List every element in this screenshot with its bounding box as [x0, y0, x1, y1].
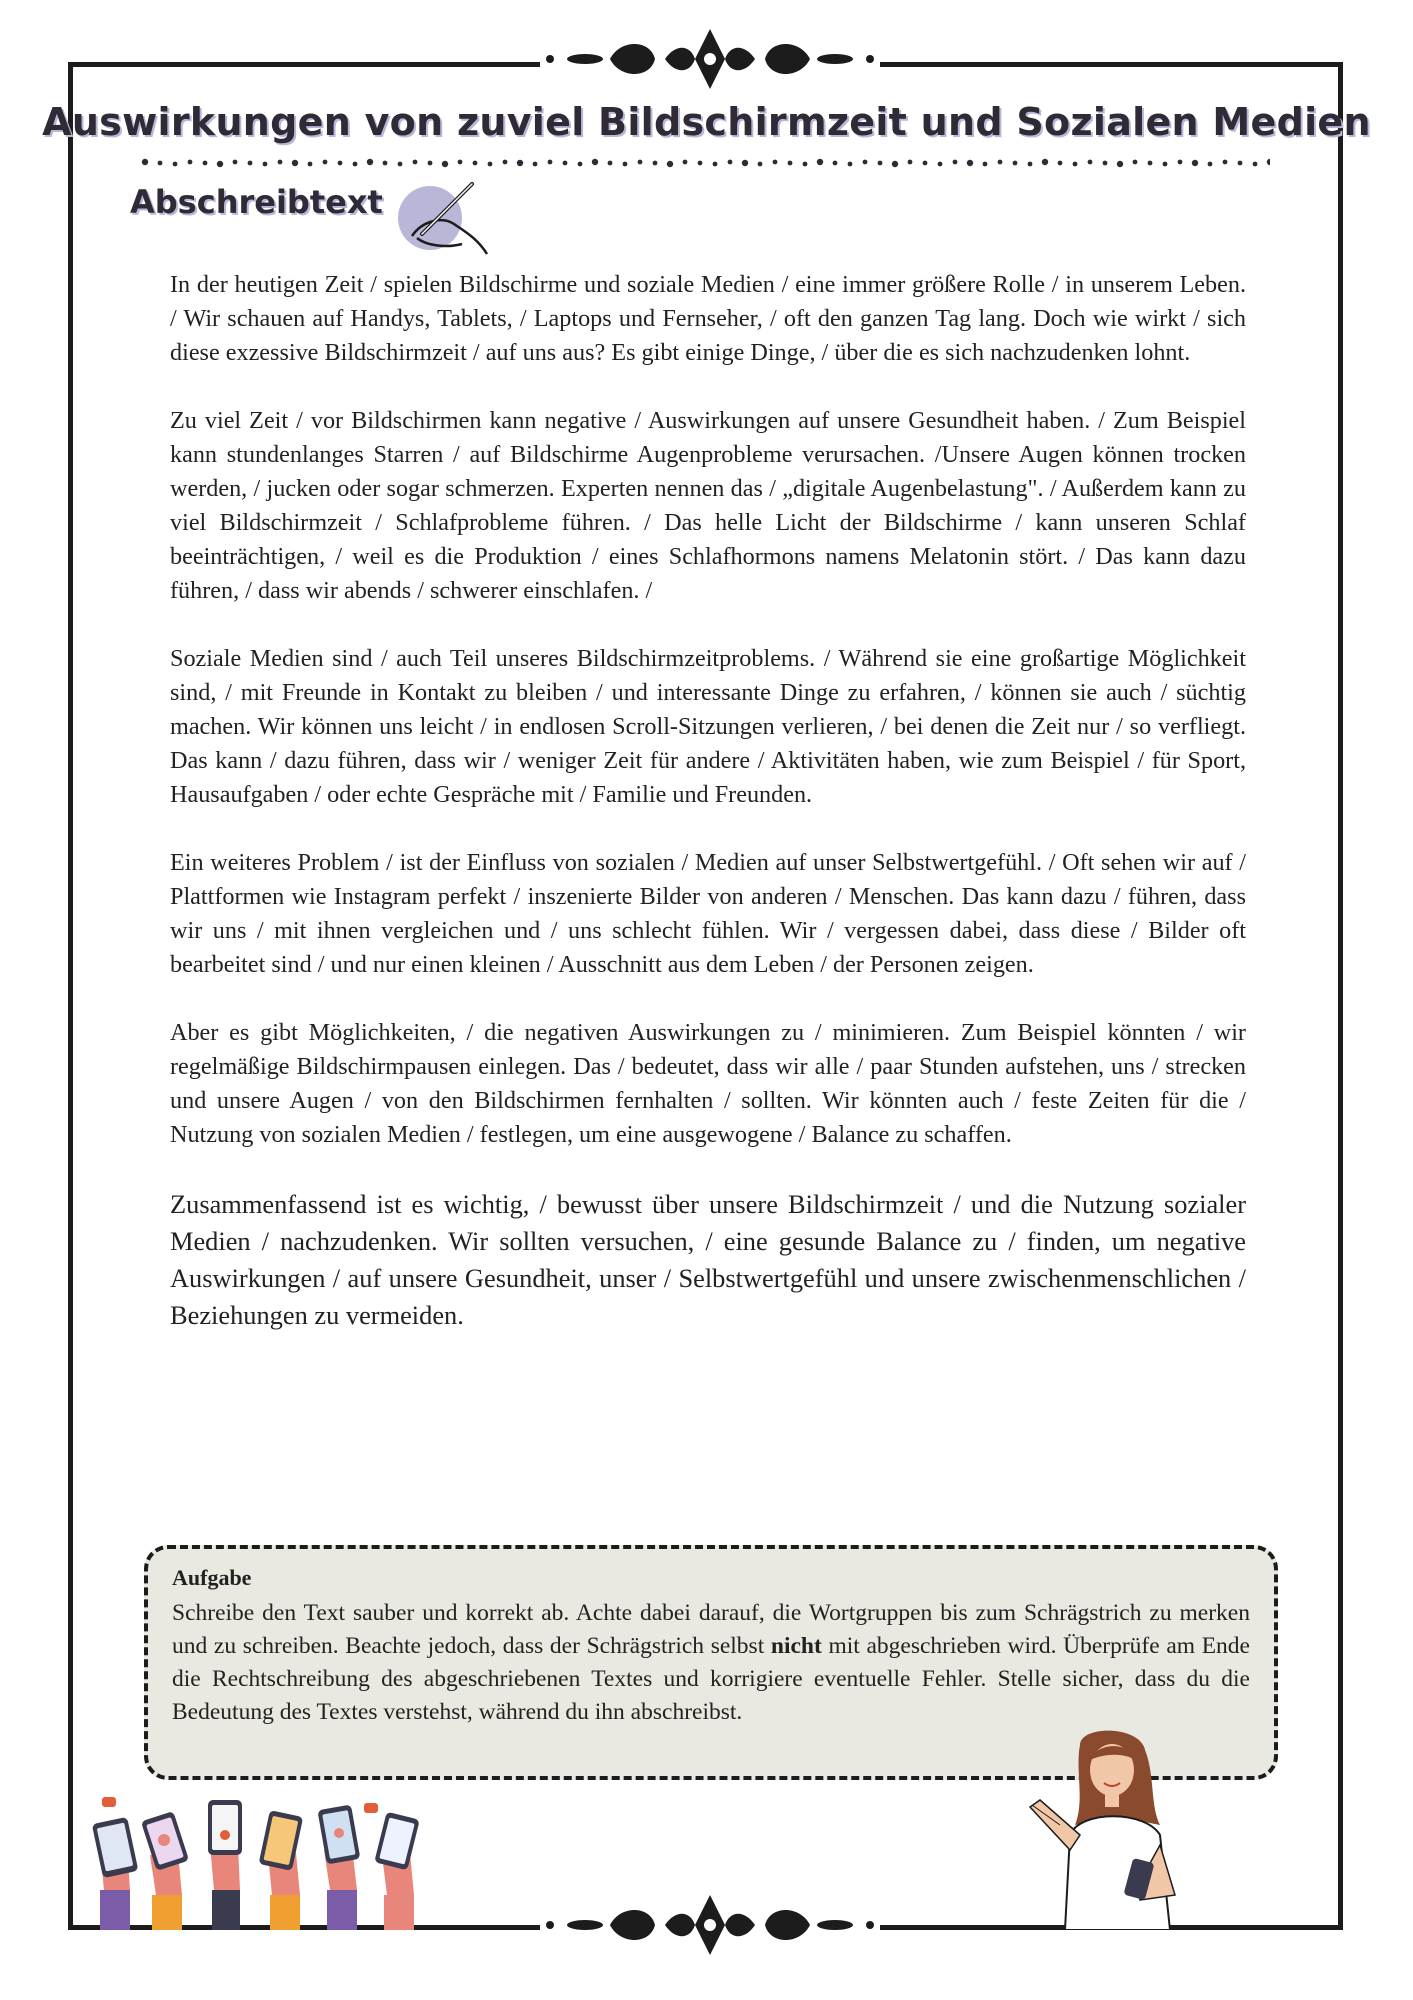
divider-dot — [833, 161, 838, 166]
divider-dot — [488, 162, 493, 167]
divider-dot — [938, 162, 943, 167]
divider-dot — [323, 160, 328, 165]
divider-dot — [1042, 159, 1048, 165]
body-text — [170, 268, 1246, 1368]
girl-with-phone-illustration — [1020, 1725, 1220, 1930]
divider-dot — [1148, 161, 1153, 166]
divider-dot — [233, 160, 238, 165]
divider-dot — [698, 161, 703, 166]
task-text-part: Schreibe den Text sauber und korrekt ab. Achte dabei darauf, die Wortgruppen bis zum Schrägstrich zu merken und zu schreiben. Beachte jedoch, dass der Schrägstrich selbst — [172, 1600, 1250, 1659]
divider-dot — [158, 161, 163, 166]
divider-dot — [503, 160, 508, 165]
divider-dot — [1073, 162, 1078, 167]
divider-dot — [1223, 160, 1228, 165]
divider-dot — [983, 162, 988, 167]
divider-dot — [817, 159, 823, 165]
divider-dot — [892, 161, 898, 167]
divider-dot — [188, 160, 193, 165]
task-title: Aufgabe — [172, 1565, 252, 1590]
divider-dot — [578, 162, 583, 167]
divider-dot — [758, 162, 763, 167]
divider-dot — [848, 162, 853, 167]
divider-dot — [803, 162, 808, 167]
divider-dot — [217, 161, 223, 167]
divider-dot — [1238, 161, 1243, 166]
divider-dot — [1178, 160, 1183, 165]
divider-dot — [442, 161, 448, 167]
divider-dot — [203, 161, 208, 166]
divider-dot — [1253, 162, 1258, 167]
divider-dot — [428, 161, 433, 166]
divider-dot — [173, 162, 178, 167]
divider-dot — [908, 160, 913, 165]
paragraph: In der heutigen Zeit / spielen Bildschirme und soziale Medien / eine immer größere Rolle / in unserem Leben. / Wir schauen auf Handys, Tablets, / Laptops und Fernseher, / oft den ganzen Tag lang. Doch wie wirkt / sich diese exzessive Bildschirmzeit / auf uns aus? Es gibt einige Dinge, / über die es sich nachzudenken lohnt. — [170, 271, 1246, 366]
paragraph-summary: Zusammenfassend ist es wichtig, / bewusst über unsere Bildschirmzeit / und die Nutzung sozialer Medien / nachzudenken. Wir sollten versuchen, / eine gesunde Balance zu / finden, um negative Auswirkungen / auf unsere Gesundheit, unser / Selbstwertgefühl und unsere zwischenmenschlichen / Beziehungen zu vermeiden. — [170, 1189, 1246, 1330]
divider-dot — [142, 159, 148, 165]
floral-ornament-icon — [540, 24, 880, 94]
paragraph: Soziale Medien sind / auch Teil unseres Bildschirmzeitproblems. / Während sie eine großartige Möglichkeit sind, / mit Freunde in Kontakt zu bleiben / und interessante Dinge zu erfahren, / können sie auch / süchtig machen. Wir können uns leicht / in endlosen Scroll-Sitzungen verlieren, / bei denen die Zeit nur / so verfliegt. Das kann / dazu führen, dass wir / weniger Zeit für andere / Aktivitäten haben, wie zum Beispiel / für Sport, Hausaufgaben / oder echte Gespräche mit / Familie und Freunden. — [170, 645, 1246, 808]
divider-dot — [653, 161, 658, 166]
divider-dot — [292, 160, 298, 166]
task-text — [172, 1597, 1250, 1729]
divider-dot — [473, 161, 478, 166]
divider-dot — [533, 162, 538, 167]
divider-dot — [667, 161, 673, 167]
hands-with-phones-illustration — [92, 1795, 512, 1930]
dotted-divider — [140, 158, 1270, 168]
divider-dot — [713, 162, 718, 167]
section-subtitle: Abschreibtext — [130, 183, 383, 221]
divider-dot — [263, 162, 268, 167]
divider-dot — [367, 159, 373, 165]
divider-dot — [1208, 162, 1213, 167]
divider-dot — [278, 160, 283, 165]
divider-dot — [353, 162, 358, 167]
divider-dot — [742, 160, 748, 166]
task-text-bold: nicht — [770, 1633, 822, 1659]
divider-dot — [1058, 161, 1063, 166]
divider-dot — [563, 161, 568, 166]
divider-dot — [1117, 161, 1123, 167]
divider-dot — [1028, 162, 1033, 167]
paragraph: Ein weiteres Problem / ist der Einfluss von sozialen / Medien auf unser Selbstwertgefühl. / Oft sehen wir auf / Plattformen wie Instagram perfekt / inszenierte Bilder von anderen / Menschen. Das kann dazu / führen, dass wir uns / mit ihnen vergleichen und / uns schlecht fühlen. Wir / vergessen dabei, dass diese / Bilder oft bearbeitet sind / und nur einen kleinen / Ausschnitt aus dem Leben / der Personen zeigen. — [170, 849, 1246, 978]
divider-dot — [248, 161, 253, 166]
divider-dot — [878, 161, 883, 166]
page-title: Auswirkungen von zuviel Bildschirmzeit und Sozialen Medien — [42, 100, 1371, 144]
paragraph: Aber es gibt Möglichkeiten, / die negativen Auswirkungen zu / minimieren. Zum Beispiel könnten / wir regelmäßige Bildschirmpausen einlegen. Das / bedeutet, dass wir alle / paar Stunden aufstehen, uns / strecken und unsere Augen / von den Bildschirmen fernhalten / sollten. Wir könnten auch / feste Zeiten für die / Nutzung von sozialen Medien / festlegen, um eine ausgewogene / Balance zu schaffen. — [170, 1019, 1246, 1148]
paragraph: Zu viel Zeit / vor Bildschirmen kann negative / Auswirkungen auf unsere Gesundheit haben. / Zum Beispiel kann stundenlanges Starren / auf Bildschirme Augenprobleme verursachen. /Unsere Augen können trocken werden, / jucken oder sogar schmerzen. Experten nennen das / „digitale Augenbelastung". / Außerdem kann zu viel Bildschirmzeit / Schlafprobleme führen. / Das helle Licht der Bildschirme / kann unseren Schlaf beeinträchtigen, / weil es die Produktion / eines Schlafhormons namens Melatonin stört. / Das kann dazu führen, / dass wir abends / schwerer einschlafen. / — [170, 407, 1246, 604]
divider-dot — [623, 162, 628, 167]
divider-dot — [1267, 159, 1270, 165]
divider-dot — [683, 160, 688, 165]
divider-dot — [1013, 161, 1018, 166]
divider-dot — [773, 160, 778, 165]
divider-dot — [1192, 160, 1198, 166]
task-text-part: mit abgeschrieben wird. Überprüfe am Ende die Rechtschreibung des abgeschriebenen Textes und korrigiere eventuelle Fehler. Stelle sicher, dass du die Bedeutung des Textes verstehst, während du ihn abschreibst. — [172, 1633, 1250, 1725]
divider-dot — [788, 161, 793, 166]
divider-dot — [923, 161, 928, 166]
divider-dot — [413, 160, 418, 165]
divider-dot — [398, 162, 403, 167]
divider-dot — [308, 162, 313, 167]
divider-dot — [863, 160, 868, 165]
divider-dot — [1133, 160, 1138, 165]
divider-dot — [967, 160, 973, 166]
divider-dot — [383, 161, 388, 166]
divider-dot — [1088, 160, 1093, 165]
divider-dot — [517, 160, 523, 166]
divider-dot — [638, 160, 643, 165]
divider-dot — [728, 160, 733, 165]
divider-dot — [548, 160, 553, 165]
divider-dot — [1163, 162, 1168, 167]
divider-dot — [998, 160, 1003, 165]
divider-dot — [338, 161, 343, 166]
writing-hand-icon — [392, 176, 492, 266]
divider-dot — [592, 159, 598, 165]
divider-dot — [1103, 161, 1108, 166]
floral-ornament-icon — [540, 1890, 880, 1960]
divider-dot — [608, 161, 613, 166]
divider-dot — [458, 160, 463, 165]
divider-dot — [953, 160, 958, 165]
